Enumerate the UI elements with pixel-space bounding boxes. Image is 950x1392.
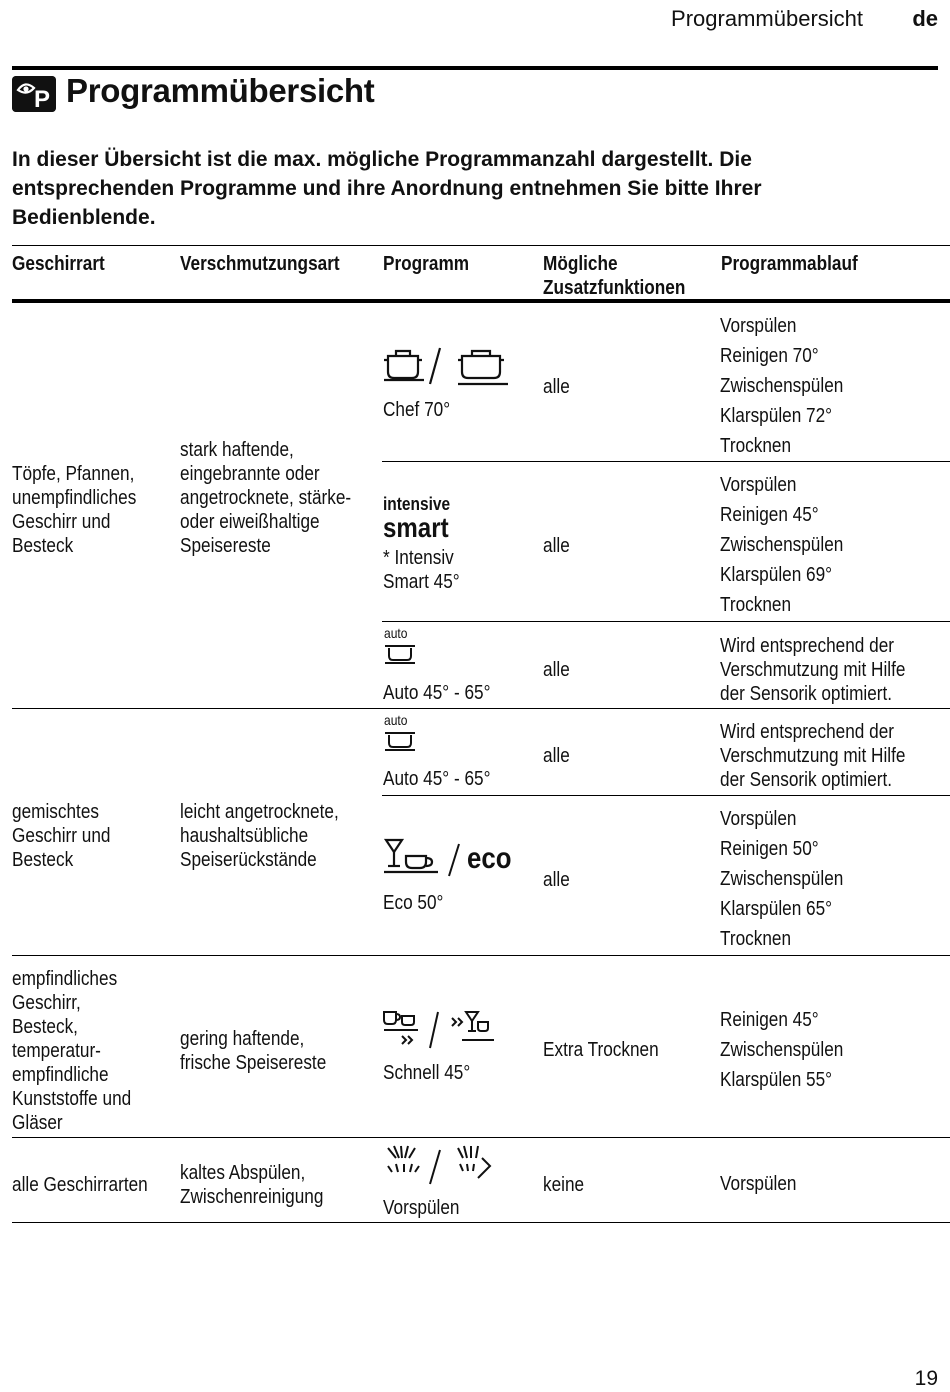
programmablauf-list [720, 1169, 797, 1199]
table-header-rule [12, 299, 950, 303]
step: Reinigen 45° [720, 1009, 819, 1031]
col-header-programm: Programm [383, 253, 470, 275]
pot-icon [382, 342, 512, 388]
geschirrart-cell: empfindliches Geschirr, Besteck, temperatur-empfindliche Kunststoffe und Gläser [12, 968, 132, 1134]
auto-icon-label: auto [384, 712, 408, 728]
step: Klarspülen 55° [720, 1069, 833, 1091]
group-divider [12, 1137, 950, 1138]
programmablauf-list [720, 470, 843, 620]
verschmutzungsart-cell: kaltes Abspülen, Zwischenreinigung [180, 1162, 324, 1208]
step: Zwischenspülen [720, 534, 844, 556]
zusatzfunktion-cell: alle [543, 659, 570, 681]
programmablauf-list [720, 804, 843, 954]
step: Trocknen [720, 435, 792, 457]
step: Vorspülen [720, 474, 797, 496]
step: Klarspülen 72° [720, 405, 833, 427]
intro-paragraph: In dieser Übersicht ist die max. mögliche Programmanzahl dargestellt. Die entsprechenden Programme und ihre Anordnung entnehmen Sie bitte Ihrer Bedienblende. [12, 148, 762, 229]
prerinse-spray-icon [382, 1144, 497, 1188]
program-name: Eco 50° [383, 892, 444, 914]
step: Zwischenspülen [720, 375, 844, 397]
geschirrart-cell: Töpfe, Pfannen, unempfindliches Geschirr und Besteck [12, 463, 137, 557]
table-top-rule [12, 245, 950, 246]
program-name: Auto 45° - 65° [383, 768, 491, 790]
program-name: Auto 45° - 65° [383, 682, 491, 704]
table-bottom-rule [12, 1222, 950, 1223]
step: Trocknen [720, 594, 792, 616]
verschmutzungsart-cell: gering haftende, frische Speisereste [180, 1028, 327, 1074]
zusatzfunktion-cell: alle [543, 535, 570, 557]
step: Reinigen 45° [720, 504, 819, 526]
smart-label-icon: smart [383, 512, 449, 543]
geschirrart-cell: alle Geschirrarten [12, 1174, 148, 1196]
row-divider [382, 621, 950, 622]
program-overview-icon [12, 76, 56, 112]
col-header-geschirrart: Geschirrart [12, 253, 105, 275]
program-name: Schnell 45° [383, 1062, 471, 1084]
programmablauf-text: Wird entsprechend der Verschmutzung mit Hilfe der Sensorik optimiert. [720, 635, 906, 705]
programmablauf-list [720, 311, 843, 461]
page-title: Programmübersicht [66, 72, 375, 109]
programmablauf-list [720, 1005, 843, 1095]
geschirrart-cell: gemischtes Geschirr und Besteck [12, 801, 111, 871]
step: Vorspülen [720, 1173, 797, 1195]
col-header-programmablauf: Programmablauf [721, 253, 858, 275]
step: Zwischenspülen [720, 868, 844, 890]
header-rule [12, 66, 938, 70]
group-divider [12, 955, 950, 956]
auto-icon [383, 729, 417, 753]
page-number: 19 [914, 1367, 938, 1390]
step: Vorspülen [720, 315, 797, 337]
running-header-title: Programmübersicht [671, 6, 863, 31]
slash-separator-icon [446, 842, 462, 878]
step: Klarspülen 69° [720, 564, 833, 586]
step: Klarspülen 65° [720, 898, 833, 920]
verschmutzungsart-cell: leicht angetrocknete, haushaltsübliche Speiserückstände [180, 801, 339, 871]
program-name: * Intensiv Smart 45° [383, 547, 460, 593]
auto-icon-label: auto [384, 625, 408, 641]
step: Vorspülen [720, 808, 797, 830]
program-name: Chef 70° [383, 399, 451, 421]
step: Zwischenspülen [720, 1039, 844, 1061]
eco-label-icon: eco [467, 842, 512, 875]
running-header-language: de [912, 6, 938, 31]
zusatzfunktion-cell: alle [543, 376, 570, 398]
row-divider [382, 795, 950, 796]
eco-glass-cup-icon [382, 836, 442, 876]
zusatzfunktion-cell: Extra Trocknen [543, 1039, 659, 1061]
zusatzfunktion-cell: alle [543, 745, 570, 767]
program-name: Vorspülen [383, 1197, 460, 1219]
step: Reinigen 50° [720, 838, 819, 860]
group-divider [12, 708, 950, 709]
step: Reinigen 70° [720, 345, 819, 367]
zusatzfunktion-cell: keine [543, 1174, 585, 1196]
intensive-label-icon: intensive [383, 494, 451, 514]
programmablauf-text: Wird entsprechend der Verschmutzung mit Hilfe der Sensorik optimiert. [720, 721, 906, 791]
auto-icon [383, 642, 417, 666]
col-header-verschmutzungsart: Verschmutzungsart [180, 253, 340, 275]
zusatzfunktion-cell: alle [543, 869, 570, 891]
col-header-zusatzfunktionen: Mögliche Zusatzfunktionen [543, 253, 686, 299]
verschmutzungsart-cell: stark haftende, eingebrannte oder angetrocknete, stärke- oder eiweißhaltige Speisereste [180, 439, 352, 557]
row-divider [382, 461, 950, 462]
svg-text:P: P [34, 86, 51, 112]
step: Trocknen [720, 928, 792, 950]
quick-wash-icon [382, 1006, 497, 1052]
